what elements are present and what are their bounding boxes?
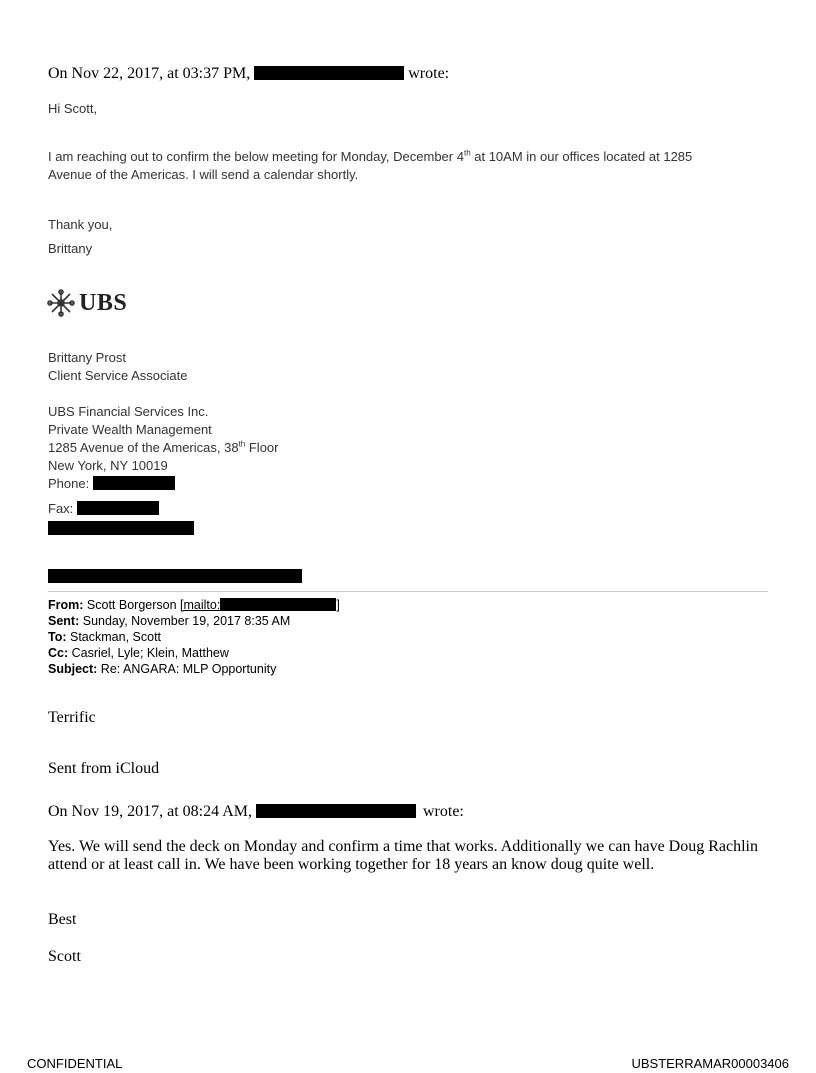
- signature-fax: [48, 501, 159, 516]
- to-label: To:: [48, 630, 67, 644]
- keys-icon: [47, 289, 75, 317]
- email-from: [48, 597, 340, 613]
- redaction-bar: [77, 501, 159, 515]
- body-text: Sent from iCloud: [48, 760, 160, 777]
- superscript: th: [463, 148, 471, 158]
- redaction-bar: [256, 804, 416, 818]
- email-header-prefix: On Nov 19, 2017, at 08:24 AM,: [48, 803, 252, 820]
- signoff: Brittany: [48, 241, 93, 256]
- redaction-bar: [220, 598, 336, 611]
- email-header-suffix: wrote:: [408, 65, 450, 82]
- signature-company: UBS Financial Services Inc.: [48, 404, 209, 419]
- address-text: Floor: [245, 440, 279, 455]
- redaction-bar: [48, 520, 194, 538]
- phone-label: Phone:: [48, 476, 90, 491]
- fax-label: Fax:: [48, 501, 74, 516]
- body-line-1: [48, 149, 692, 164]
- to-value: Stackman, Scott: [70, 630, 162, 644]
- from-value: Scott Borgerson: [86, 598, 181, 612]
- email-header-line: [48, 65, 449, 83]
- redaction-bar: [48, 568, 302, 586]
- closing: Best: [48, 911, 77, 928]
- subject-label: Subject:: [48, 662, 98, 676]
- closing: Thank you,: [48, 217, 113, 232]
- email-sent: [48, 613, 290, 629]
- email-header-prefix: On Nov 22, 2017, at 03:37 PM,: [48, 65, 251, 82]
- signature-division: Private Wealth Management: [48, 422, 212, 437]
- sent-value: Sunday, November 19, 2017 8:35 AM: [82, 614, 291, 628]
- sent-label: Sent:: [48, 614, 80, 628]
- redaction-bar: [93, 476, 175, 490]
- signature-title: Client Service Associate: [48, 368, 188, 383]
- signature-name: Brittany Prost: [48, 350, 127, 365]
- from-close: ]: [336, 598, 340, 612]
- superscript: th: [238, 439, 246, 449]
- body-line-2: Avenue of the Americas. I will send a calendar shortly.: [48, 167, 359, 182]
- signoff: Scott: [48, 948, 81, 965]
- body-text: I am reaching out to confirm the below meeting for Monday, December 4: [48, 149, 464, 164]
- email-header-suffix: wrote:: [423, 803, 464, 820]
- mailto-link[interactable]: [mailto:: [180, 598, 221, 612]
- ubs-logo: [47, 289, 127, 317]
- signature-address: [48, 440, 278, 455]
- body-line-1: Yes. We will send the deck on Monday and confirm a time that works. Additionally we can have Doug Rachlin: [48, 838, 758, 855]
- address-text: 1285 Avenue of the Americas, 38: [48, 440, 239, 455]
- email-cc: [48, 645, 229, 661]
- from-label: From:: [48, 598, 84, 612]
- body-line-2: attend or at least call in. We have been working together for 18 years an know doug quite well.: [48, 856, 655, 873]
- signature-phone: [48, 476, 175, 491]
- separator-line: [48, 591, 768, 592]
- signature-city: New York, NY 10019: [48, 458, 168, 473]
- email-subject: [48, 661, 276, 677]
- cc-value: Casriel, Lyle; Klein, Matthew: [71, 646, 229, 660]
- subject-value: Re: ANGARA: MLP Opportunity: [100, 662, 277, 676]
- body-text: at 10AM in our offices located at 1285: [470, 149, 693, 164]
- footer-confidential: CONFIDENTIAL: [27, 1056, 123, 1071]
- email-header-line: [48, 803, 464, 821]
- body-text: Terrific: [48, 709, 96, 726]
- logo-text: UBS: [79, 289, 128, 316]
- footer-bates-number: UBSTERRAMAR00003406: [631, 1056, 789, 1071]
- email-to: [48, 629, 161, 645]
- cc-label: Cc:: [48, 646, 69, 660]
- greeting: Hi Scott,: [48, 101, 98, 116]
- redaction-bar: [254, 66, 404, 80]
